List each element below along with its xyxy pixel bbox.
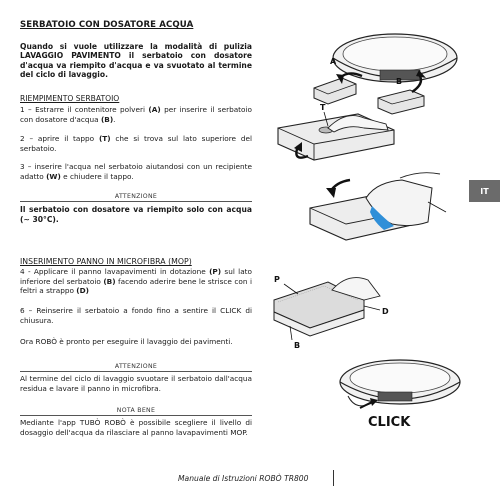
- label-d: D: [382, 307, 389, 316]
- attention-body-1: Il serbatoio con dosatore va riempito solo con acqua (∼ 30°C).: [20, 205, 252, 224]
- refill-title: RIEMPIMENTO SERBATOIO: [20, 94, 120, 103]
- note-body: Mediante l'app TUBÒ ROBÒ è possibile scegliere il livello di dosaggio dell'acqua da rilasciare al panno lavapavimenti MOP.: [20, 418, 252, 437]
- label-b2: B: [294, 341, 301, 350]
- step-4: 4 - Applicare il panno lavapavimenti in dotazione (P) sul lato inferiore del serbatoio (B) facendo aderire bene le strisce con i feltri a strappo (D): [20, 267, 252, 296]
- label-p: P: [274, 275, 280, 284]
- note-heading: NOTA BENE: [20, 407, 252, 416]
- step-6: 6 – Reinserire il serbatoio a fondo fino a sentire il CLICK di chiusura.: [20, 306, 252, 325]
- open-cap-illustration: [268, 100, 438, 170]
- tank-slot-2: [378, 392, 412, 401]
- step-3: 3 – inserire l'acqua nel serbatoio aiutandosi con un recipiente adatto (W) e chiudere il tappo.: [20, 162, 252, 181]
- ready-text: Ora ROBÒ è pronto per eseguire il lavaggio dei pavimenti.: [20, 337, 233, 346]
- label-b: B: [396, 77, 403, 86]
- attention-heading-1: ATTENZIONE: [20, 193, 252, 202]
- footer-title: Manuale di Istruzioni ROBÒ TR800: [178, 474, 309, 483]
- label-a: A: [330, 57, 337, 66]
- intro-paragraph: Quando si vuole utilizzare la modalità di pulizia LAVAGGIO PAVIMENTO il serbatoio con dosatore d'acqua va riempito d'acqua e va svuotato al termine del ciclo di lavaggio.: [20, 42, 252, 80]
- label-t: T: [320, 103, 326, 112]
- pour-water-illustration: [300, 168, 450, 258]
- footer-divider: [333, 470, 334, 486]
- reinsert-illustration: [330, 352, 470, 434]
- language-tab: IT: [469, 180, 500, 202]
- attention-heading-2: ATTENZIONE: [20, 363, 252, 372]
- robot-top: [343, 37, 447, 71]
- mop-title: INSERIMENTO PANNO IN MICROFIBRA (MOP): [20, 257, 192, 266]
- step-1: 1 – Estrarre il contenitore polveri (A) per inserire il serbatoio con dosatore d'acqua (B).: [20, 105, 252, 124]
- step-2: 2 – aprire il tappo (T) che si trova sul lato superiore del serbatoio.: [20, 134, 252, 153]
- attention-body-2: Al termine del ciclo di lavaggio svuotare il serbatoio dall'acqua residua e lavare il panno in microfibra.: [20, 374, 252, 393]
- click-label: CLICK: [368, 415, 411, 430]
- section-title: SERBATOIO CON DOSATORE ACQUA: [20, 20, 194, 30]
- mop-illustration: [268, 270, 418, 350]
